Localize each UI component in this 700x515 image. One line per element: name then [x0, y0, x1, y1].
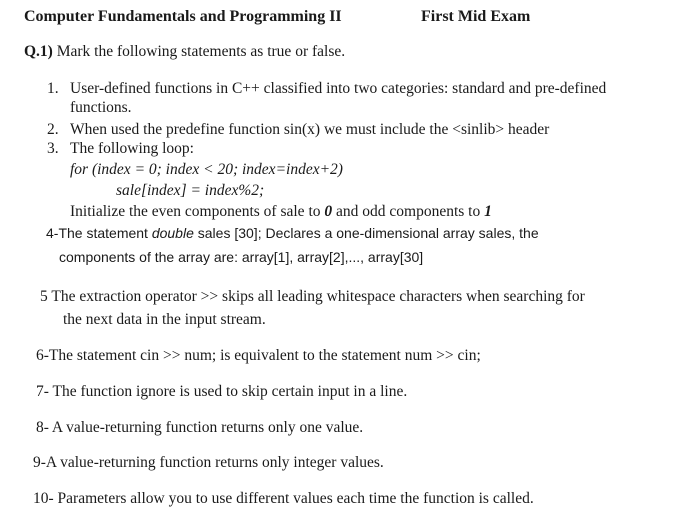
item-8-text: 8- A value-returning function returns only one value. [36, 419, 364, 436]
item-4-line-1 [46, 226, 539, 240]
item-3-zero: 0 [324, 203, 333, 220]
item-3-one: 1 [484, 203, 492, 220]
item-4-line-2: components of the array are: array[1], array[2],..., array[30] [59, 249, 424, 265]
item-3-code-line-2: sale[index] = index%2; [116, 182, 265, 199]
item-4-keyword: double [151, 225, 194, 241]
item-1-line-2: functions. [70, 99, 132, 116]
item-4-pre: 4-The statement [46, 225, 152, 241]
item-3-desc-mid: and odd components to [332, 203, 485, 220]
item-5-line-2: the next data in the input stream. [63, 311, 266, 328]
item-3-description [70, 204, 492, 220]
item-1-line-1: User-defined functions in C++ classified into two categories: standard and pre-defined [70, 80, 607, 97]
question-instruction: Mark the following statements as true or false. [56, 43, 346, 60]
item-1-number: 1. [47, 80, 59, 97]
item-2-number: 2. [47, 121, 59, 138]
question-label: Q.1) [24, 43, 53, 60]
item-3-number: 3. [47, 140, 59, 157]
question-heading [24, 44, 345, 60]
exam-title: First Mid Exam [421, 8, 531, 25]
item-2-text: When used the predefine function sin(x) we must include the <sinlib> header [70, 121, 550, 138]
item-3-desc-pre: Initialize the even components of sale to [70, 203, 325, 220]
item-3-text: The following loop: [70, 140, 194, 157]
course-title: Computer Fundamentals and Programming II [24, 8, 342, 25]
item-3-code-line-1: for (index = 0; index < 20; index=index+2) [70, 161, 343, 178]
item-9-text: 9-A value-returning function returns only integer values. [33, 454, 384, 471]
item-7-text: 7- The function ignore is used to skip certain input in a line. [36, 383, 408, 400]
item-4-post: sales [30]; Declares a one-dimensional array sales, the [193, 225, 539, 241]
item-5-line-1: 5 The extraction operator >> skips all leading whitespace characters when searching for [40, 288, 585, 305]
item-10-text: 10- Parameters allow you to use different values each time the function is called. [33, 490, 534, 507]
item-6-text: 6-The statement cin >> num; is equivalent to the statement num >> cin; [36, 347, 481, 364]
